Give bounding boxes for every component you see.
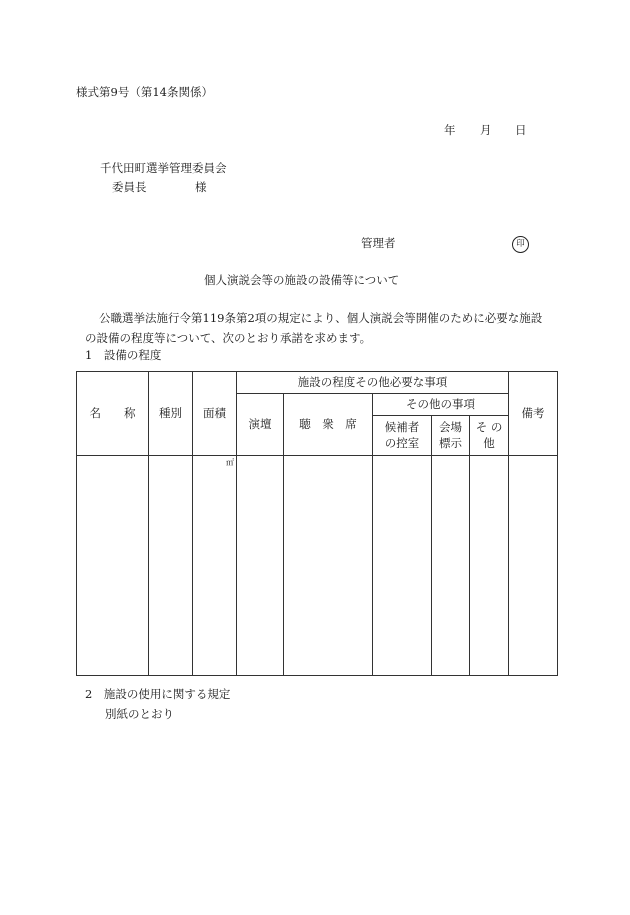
addressee-chair: 委員長: [112, 180, 147, 194]
addressee-honorific: 様: [195, 180, 207, 194]
header-podium: 演壇: [237, 394, 284, 456]
header-other: [470, 416, 509, 456]
cell-other[interactable]: [470, 456, 509, 676]
cell-venue-sign[interactable]: [432, 456, 470, 676]
date-month-label: 月: [480, 123, 492, 137]
equipment-table: [76, 371, 558, 676]
header-name: 名 称: [77, 372, 149, 456]
date-day-label: 日: [515, 123, 527, 137]
header-audience-seats: 聴 衆 席: [284, 394, 373, 456]
cell-area[interactable]: [193, 456, 237, 676]
header-venue-sign-line2: 標示: [439, 435, 462, 450]
header-facility-group: 施設の程度その他必要な事項: [237, 372, 509, 394]
area-unit-label: ㎡: [226, 458, 234, 467]
header-candidate-room-line1: 候補者: [384, 419, 420, 434]
header-other-line2: 他: [483, 435, 495, 450]
manager-label: 管理者: [361, 236, 396, 250]
body-text-1: 公職選挙法施行令第119条第2項の規定により、個人演説会等開催のために必要な施設: [99, 311, 543, 325]
cell-remarks[interactable]: [509, 456, 558, 676]
section-1-heading: 1 設備の程度: [85, 348, 162, 362]
cell-audience-seats[interactable]: [284, 456, 373, 676]
header-other-line1: そ の: [475, 419, 503, 434]
section-2-heading: 2 施設の使用に関する規定: [85, 687, 231, 701]
form-id: 様式第9号（第14条関係）: [76, 85, 213, 99]
body-line-2: の設備の程度等について、次のとおり承諾を求めます。: [85, 331, 372, 345]
cell-podium[interactable]: [237, 456, 284, 676]
body-paragraph: [85, 308, 560, 348]
header-venue-sign-line1: 会場: [439, 419, 462, 434]
section-2-note: 別紙のとおり: [105, 707, 174, 721]
document-title: 個人演説会等の施設の設備等について: [204, 273, 400, 287]
header-area: 面積: [193, 372, 237, 456]
header-other-matters: その他の事項: [373, 394, 509, 416]
cell-candidate-room[interactable]: [373, 456, 432, 676]
body-line-1: [85, 308, 560, 328]
cell-type[interactable]: [149, 456, 193, 676]
date-year-label: 年: [444, 123, 456, 137]
header-type: 種別: [149, 372, 193, 456]
seal-mark: 印: [512, 236, 529, 253]
header-remarks: 備考: [509, 372, 558, 456]
addressee-committee: 千代田町選挙管理委員会: [100, 161, 227, 175]
header-venue-sign: [432, 416, 470, 456]
header-candidate-room-line2: の控室: [384, 435, 420, 450]
cell-name[interactable]: [77, 456, 149, 676]
header-candidate-room: [373, 416, 432, 456]
